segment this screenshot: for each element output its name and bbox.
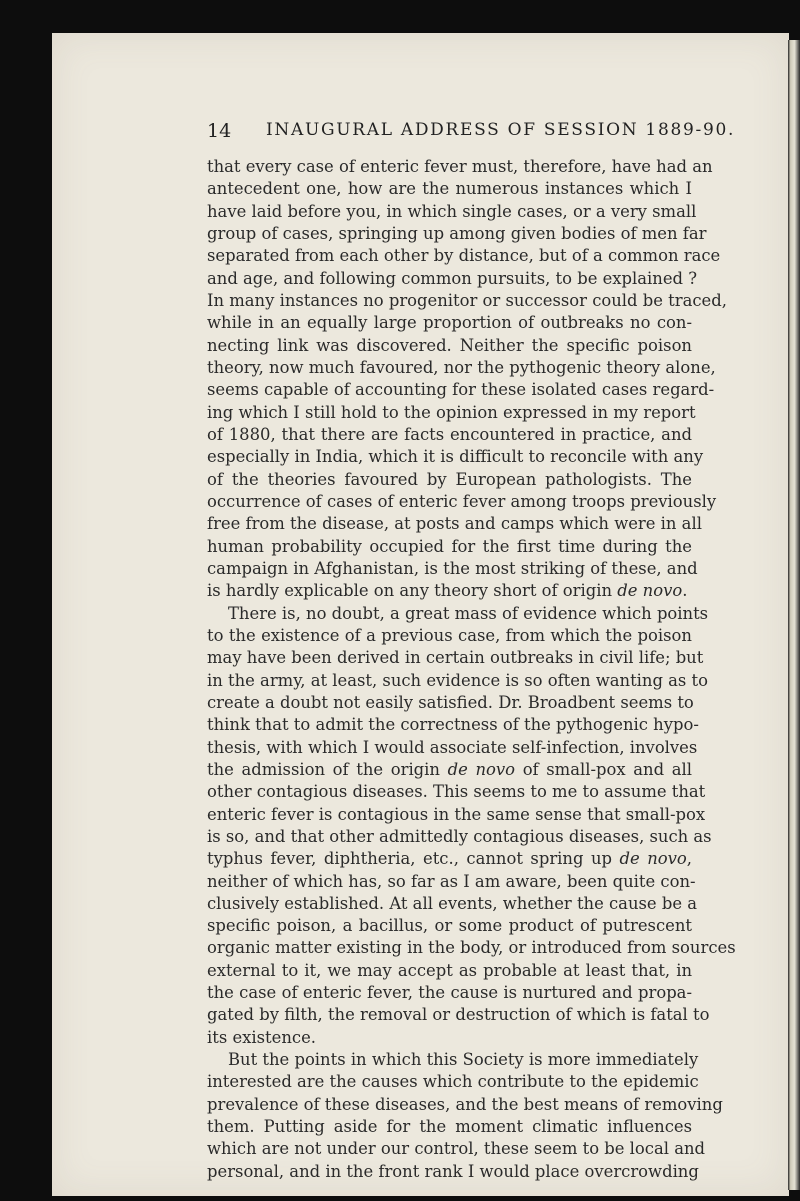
text-line-content: which are not under our control, these seem to be local and <box>207 1139 706 1159</box>
text-line-content: think that to admit the correctness of the pythogenic hypo- <box>207 715 699 735</box>
page-number: 14 <box>207 120 232 142</box>
text-line-content: of 1880, that there are facts encountered in practice, and <box>207 424 692 444</box>
text-line <box>207 960 692 982</box>
text-line <box>207 491 717 513</box>
text-line <box>207 402 696 424</box>
italic-phrase: de novo <box>619 849 687 869</box>
text-line-content: organic matter existing in the body, or introduced from sources <box>207 938 736 958</box>
text-line <box>207 692 692 714</box>
text-line-content: There is, no doubt, a great mass of evidence which points <box>228 603 709 623</box>
text-line-content: to the existence of a previous case, from which the poison <box>207 625 692 645</box>
text-line-content: enteric fever is contagious in the same sense that small-pox <box>207 804 706 824</box>
text-line-content: campaign in Afghanistan, is the most striking of these, and <box>207 558 698 578</box>
text-line <box>207 223 707 245</box>
text-line <box>207 982 692 1004</box>
body-text <box>207 156 736 1191</box>
running-header <box>207 120 736 146</box>
text-line <box>207 625 692 647</box>
text-line-content: prevalence of these diseases, and the best means of removing <box>207 1094 723 1114</box>
text-line <box>207 446 704 468</box>
text-line <box>207 647 704 669</box>
text-line-content: antecedent one, how are the numerous instances which I <box>207 179 692 199</box>
text-line <box>207 156 713 178</box>
text-line-content: thesis, with which I would associate self-infection, involves <box>207 737 698 757</box>
page-edge <box>788 40 800 1190</box>
text-line <box>207 513 702 535</box>
text-line-content: gated by filth, the removal or destruction of which is fatal to <box>207 1005 710 1025</box>
text-line-content: is so, and that other admittedly contagious diseases, such as <box>207 826 712 846</box>
text-line <box>207 759 692 781</box>
text-line-content: of the theories favoured by European pathologists. The <box>207 469 692 489</box>
text-line-content: clusively established. At all events, whether the cause be a <box>207 893 698 913</box>
text-line-content: especially in India, which it is difficult to reconcile with any <box>207 447 704 467</box>
text-line <box>207 714 699 736</box>
text-line <box>207 580 692 602</box>
italic-phrase: de novo <box>617 581 683 601</box>
text-line-content: group of cases, springing up among given bodies of men far <box>207 223 707 243</box>
text-line-content: necting link was discovered. Neither the specific poison <box>207 335 692 355</box>
text-line <box>207 937 736 959</box>
text-line <box>207 1116 692 1138</box>
text-line <box>207 804 706 826</box>
text-line-content: neither of which has, so far as I am aware, been quite con- <box>207 871 696 891</box>
text-line <box>207 1094 723 1116</box>
text-line <box>207 201 697 223</box>
text-line-content: human probability occupied for the first time during the <box>207 536 692 556</box>
text-line <box>207 893 698 915</box>
text-line <box>207 379 715 401</box>
text-line <box>207 1161 699 1183</box>
text-line-content: In many instances no progenitor or successor could be traced, <box>207 290 727 310</box>
text-line <box>207 268 698 290</box>
text-line <box>207 603 709 625</box>
text-line-content: But the points in which this Society is more immediately <box>228 1050 699 1070</box>
text-line-content: personal, and in the front rank I would place overcrowding <box>207 1161 699 1181</box>
text-line <box>207 848 692 870</box>
italic-phrase: de novo <box>447 759 516 779</box>
text-line-content: its existence. <box>207 1027 316 1047</box>
text-line-content: that every case of enteric fever must, therefore, have had an <box>207 157 713 176</box>
text-line <box>207 424 692 446</box>
text-line-content: external to it, we may accept as probable at least that, in <box>207 960 692 980</box>
text-line-content: the admission of the origin <box>207 759 440 779</box>
text-line-content: the case of enteric fever, the cause is nurtured and propa- <box>207 983 692 1003</box>
text-line-content: occurrence of cases of enteric fever among troops previously <box>207 491 717 511</box>
text-line <box>207 290 727 312</box>
text-line <box>207 871 696 893</box>
text-line-content: while in an equally large proportion of outbreaks no con- <box>207 313 692 333</box>
text-line-content: create a doubt not easily satisfied. Dr. Broadbent seems to <box>207 692 694 712</box>
text-line <box>207 737 698 759</box>
text-line-content: ing which I still hold to the opinion expressed in my report <box>207 402 696 422</box>
text-line-tail: of small-pox and all <box>522 759 692 779</box>
text-line-content: interested are the causes which contribute to the epidemic <box>207 1072 699 1092</box>
text-line <box>207 335 692 357</box>
running-title: INAUGURAL ADDRESS OF SESSION 1889-90. <box>266 120 736 140</box>
text-line-tail: . <box>682 581 688 601</box>
text-line <box>207 1138 706 1160</box>
text-line-content: in the army, at least, such evidence is so often wanting as to <box>207 670 709 690</box>
text-line-tail: , <box>686 849 692 869</box>
text-line <box>207 915 692 937</box>
text-line <box>207 670 709 692</box>
text-line-content: and age, and following common pursuits, to be explained ? <box>207 268 698 288</box>
text-line <box>207 178 692 200</box>
text-line-content: is hardly explicable on any theory short of origin <box>207 581 613 601</box>
text-line-content: seems capable of accounting for these isolated cases regard- <box>207 380 715 400</box>
text-line <box>207 536 692 558</box>
text-line-content: separated from each other by distance, but of a common race <box>207 246 721 266</box>
text-line <box>207 245 721 267</box>
text-line <box>207 1049 699 1071</box>
text-line <box>207 558 698 580</box>
text-line-content: typhus fever, diphtheria, etc., cannot spring up <box>207 849 613 869</box>
text-line-content: other contagious diseases. This seems to me to assume that <box>207 782 706 802</box>
text-line-content: specific poison, a bacillus, or some product of putrescent <box>207 916 692 936</box>
text-line-content: theory, now much favoured, nor the pythogenic theory alone, <box>207 357 716 377</box>
text-line <box>207 1071 699 1093</box>
text-line <box>207 1027 692 1049</box>
text-line <box>207 469 692 491</box>
text-line <box>207 312 692 334</box>
text-line-content: them. Putting aside for the moment climatic influences <box>207 1117 692 1137</box>
text-line-content: may have been derived in certain outbreaks in civil life; but <box>207 648 704 668</box>
text-line <box>207 781 706 803</box>
text-line-content: free from the disease, at posts and camps which were in all <box>207 514 702 534</box>
text-line <box>207 826 712 848</box>
text-line-content: have laid before you, in which single cases, or a very small <box>207 201 697 221</box>
text-line <box>207 357 716 379</box>
text-line <box>207 1004 710 1026</box>
